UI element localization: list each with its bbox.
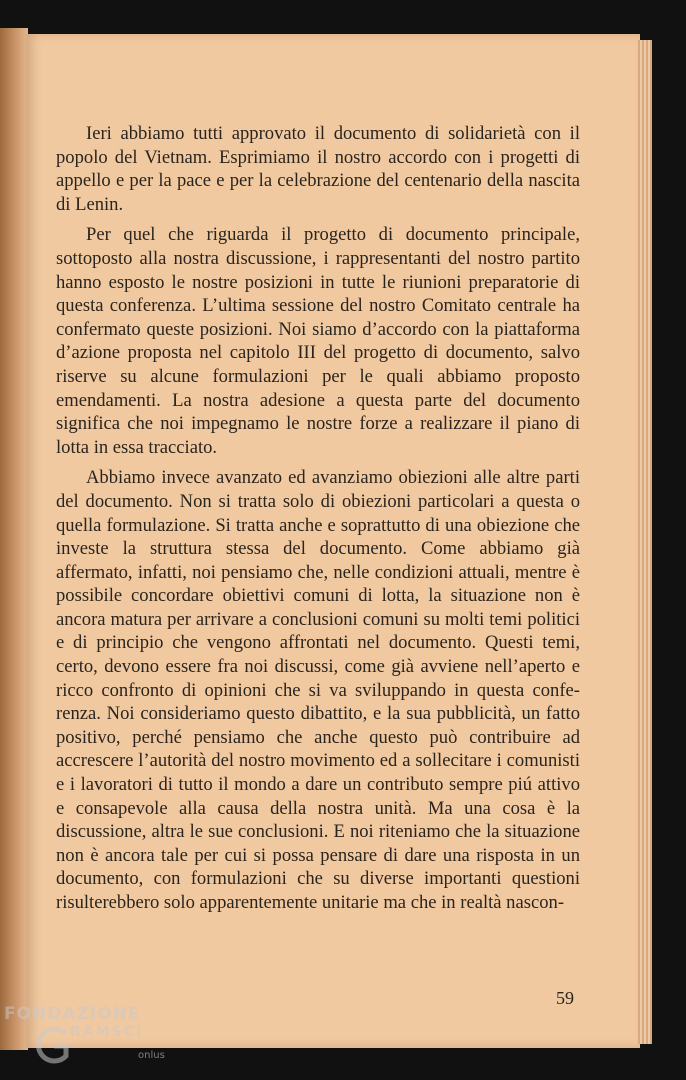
watermark-onlus: onlus (138, 1050, 165, 1061)
page-number: 59 (556, 988, 574, 1008)
watermark-line-1: FONDAZIONE (4, 1004, 141, 1024)
paragraph-1: Ieri abbiamo tutti approvato il documento di solidarietà con il popolo del Vietnam. Esprimiamo il nostro accordo con i progetti di appello e per la pace e per la celebrazione del centenario della nascita di Lenin. (56, 123, 580, 215)
book-page-stack-edge (638, 40, 652, 1044)
watermark-line-2: RAMSCI (70, 1024, 144, 1040)
paragraph-3: Abbiamo invece avanzato ed avanziamo obiezioni alle altre parti del documento. Non si tratta solo di obiezioni particolari a questa o quella formulazione. Si tratta anche e soprattutto di una obiezione che investe la struttura stessa del documento. Come abbiamo già affermato, infatti, noi pensiamo che, nelle condizioni attuali, mentre è possibile concordare obiettivi comuni di lotta, la situazione non è ancora matura per arrivare a conclusioni comuni su molti temi politici e di principio che vengono affrontati nel documento. Questi temi, certo, devono essere fra noi discussi, come già avviene nell’aperto e ricco confronto di opinioni che si va sviluppando in questa conferenza. Noi consideriamo questo dibattito, e la sua pubblicità, un fatto positivo, perché pensiamo che anche questo può contribuire ad accrescere l’autorità del nostro movimento ed a sollecitare i comunisti e i lavoratori di tutto il mondo a dare un contributo sempre piú attivo e consapevole alla causa della nostra unità. Ma una cosa è la discussione, altra le sue conclusioni. E noi riteniamo che la situazione non è ancora tale per cui si possa pensare di dare una risposta in un documento, con formulazioni che su diverse importanti questioni risulterebbero solo apparentemente unitarie ma che in realtà nascon- (56, 467, 580, 913)
fondazione-gramsci-watermark (4, 1004, 204, 1074)
paragraph-2: Per quel che riguarda il progetto di documento principale, sottoposto alla nostra discussione, i rappresentanti del nostro partito hanno esposto le nostre posizioni in tutte le riunioni preparatorie di questa conferenza. L’ultima sessione del nostro Comitato centrale ha confermato queste posizioni. Noi siamo d’accordo con la piattaforma d’azione proposta nel capitolo III del progetto di documento, salvo riserve su alcune formulazioni per le quali abbiamo proposto emendamenti. La nostra adesione a questa parte del documento significa che noi impegnamo le nostre forze a realizzare il piano di lotta in essa tracciato. (56, 224, 580, 458)
body-text (56, 122, 580, 922)
book-left-edge (0, 28, 28, 1050)
gramsci-g-logo-icon (32, 1024, 72, 1066)
